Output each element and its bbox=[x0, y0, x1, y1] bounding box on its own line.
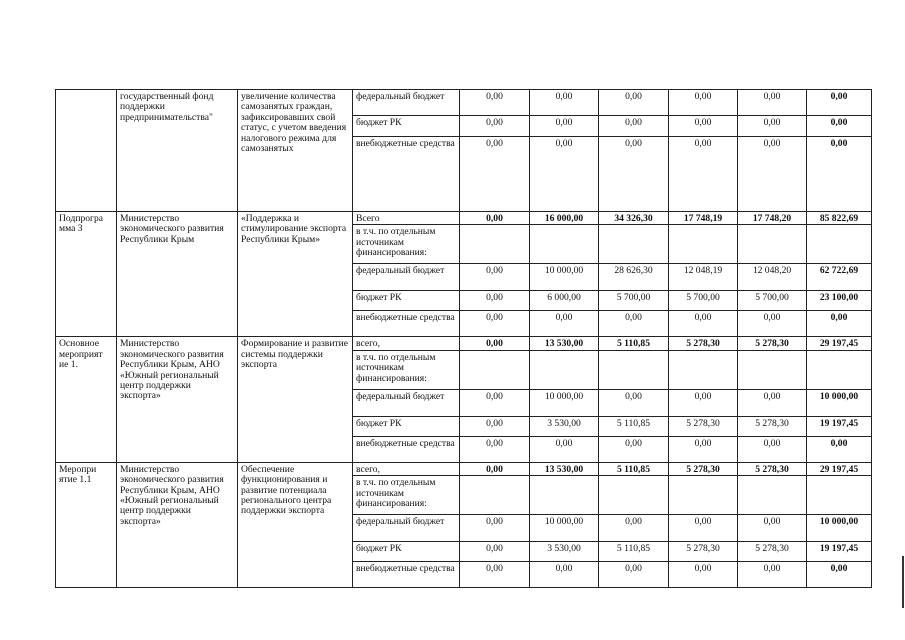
amount-cell: 28 626,30 bbox=[599, 264, 669, 291]
funding-source: всего, bbox=[353, 462, 460, 475]
goal-cell: Обеспечение функционирования и развитие потенциала регионального центра поддержки экспорта bbox=[238, 462, 353, 587]
total-cell: 19 197,45 bbox=[807, 542, 872, 562]
funding-source: бюджет РК bbox=[353, 416, 460, 436]
total-cell: 0,00 bbox=[807, 562, 872, 588]
amount-cell: 12 048,20 bbox=[738, 264, 807, 291]
amount-cell: 5 278,30 bbox=[669, 416, 738, 436]
amount-cell: 0,00 bbox=[599, 311, 669, 337]
amount-cell: 3 530,00 bbox=[530, 542, 599, 562]
status-cell: Основное мероприят ие 1. bbox=[56, 337, 117, 462]
amount-cell: 5 700,00 bbox=[599, 291, 669, 311]
funding-source: федеральный бюджет bbox=[353, 264, 460, 291]
amount-cell: 0,00 bbox=[460, 542, 530, 562]
amount-cell: 5 278,30 bbox=[669, 462, 738, 475]
amount-cell: 0,00 bbox=[460, 137, 530, 212]
total-cell: 29 197,45 bbox=[807, 462, 872, 475]
status-cell bbox=[56, 90, 117, 212]
goal-cell: «Поддержка и стимулирование экспорта Республики Крым» bbox=[238, 212, 353, 337]
amount-cell: 0,00 bbox=[460, 264, 530, 291]
total-cell: 10 000,00 bbox=[807, 515, 872, 542]
amount-cell: 5 278,30 bbox=[738, 337, 807, 350]
amount-cell bbox=[530, 225, 599, 264]
amount-cell: 0,00 bbox=[669, 116, 738, 137]
amount-cell: 0,00 bbox=[738, 311, 807, 337]
funding-source: внебюджетные средства bbox=[353, 562, 460, 588]
amount-cell: 10 000,00 bbox=[530, 389, 599, 416]
amount-cell: 0,00 bbox=[738, 137, 807, 212]
amount-cell bbox=[669, 476, 738, 515]
amount-cell: 5 278,30 bbox=[738, 542, 807, 562]
amount-cell: 0,00 bbox=[460, 116, 530, 137]
amount-cell: 5 700,00 bbox=[738, 291, 807, 311]
funding-source: федеральный бюджет bbox=[353, 90, 460, 116]
funding-source: в т.ч. по отдельным источникам финансирования: bbox=[353, 225, 460, 264]
amount-cell: 0,00 bbox=[599, 137, 669, 212]
status-cell: Меропри ятие 1.1 bbox=[56, 462, 117, 587]
funding-source: федеральный бюджет bbox=[353, 515, 460, 542]
amount-cell: 0,00 bbox=[460, 436, 530, 462]
amount-cell: 5 700,00 bbox=[669, 291, 738, 311]
amount-cell bbox=[669, 350, 738, 389]
amount-cell: 13 530,00 bbox=[530, 462, 599, 475]
amount-cell: 0,00 bbox=[669, 562, 738, 588]
amount-cell: 5 278,30 bbox=[669, 337, 738, 350]
table-row bbox=[56, 462, 872, 475]
total-cell: 29 197,45 bbox=[807, 337, 872, 350]
amount-cell: 0,00 bbox=[738, 116, 807, 137]
amount-cell: 10 000,00 bbox=[530, 264, 599, 291]
total-cell bbox=[807, 350, 872, 389]
funding-source: Всего bbox=[353, 212, 460, 225]
amount-cell: 13 530,00 bbox=[530, 337, 599, 350]
executor-cell: Министерство экономического развития Республики Крым, АНО «Южный региональный центр поддержки экспорта» bbox=[117, 337, 238, 462]
amount-cell: 0,00 bbox=[530, 137, 599, 212]
amount-cell: 0,00 bbox=[669, 90, 738, 116]
amount-cell: 34 326,30 bbox=[599, 212, 669, 225]
table-row bbox=[56, 212, 872, 225]
amount-cell bbox=[460, 225, 530, 264]
executor-cell: Министерство экономического развития Республики Крым, АНО «Южный региональный центр поддержки экспорта» bbox=[117, 462, 238, 587]
funding-source: внебюджетные средства bbox=[353, 311, 460, 337]
amount-cell: 0,00 bbox=[460, 311, 530, 337]
amount-cell: 0,00 bbox=[669, 436, 738, 462]
amount-cell: 0,00 bbox=[669, 515, 738, 542]
amount-cell: 0,00 bbox=[599, 116, 669, 137]
funding-source: в т.ч. по отдельным источникам финансирования: bbox=[353, 476, 460, 515]
page-edge-mark bbox=[902, 556, 904, 608]
amount-cell: 5 278,30 bbox=[738, 416, 807, 436]
amount-cell: 0,00 bbox=[460, 389, 530, 416]
amount-cell: 5 278,30 bbox=[669, 542, 738, 562]
amount-cell: 0,00 bbox=[460, 515, 530, 542]
amount-cell: 17 748,20 bbox=[738, 212, 807, 225]
amount-cell bbox=[599, 476, 669, 515]
amount-cell: 0,00 bbox=[738, 389, 807, 416]
status-cell: Подпрогра мма 3 bbox=[56, 212, 117, 337]
amount-cell: 0,00 bbox=[669, 389, 738, 416]
funding-source: бюджет РК bbox=[353, 291, 460, 311]
amount-cell: 0,00 bbox=[530, 90, 599, 116]
amount-cell: 5 278,30 bbox=[738, 462, 807, 475]
amount-cell: 0,00 bbox=[460, 212, 530, 225]
goal-cell: увеличение количества самозанятых граждан, зафиксировавших свой статус, с учетом введения налогового режима для самозанятых bbox=[238, 90, 353, 212]
total-cell: 85 822,69 bbox=[807, 212, 872, 225]
amount-cell: 0,00 bbox=[530, 116, 599, 137]
table-row bbox=[56, 90, 872, 116]
amount-cell: 0,00 bbox=[669, 137, 738, 212]
amount-cell bbox=[599, 350, 669, 389]
amount-cell: 0,00 bbox=[530, 562, 599, 588]
amount-cell: 0,00 bbox=[738, 436, 807, 462]
amount-cell: 5 110,85 bbox=[599, 462, 669, 475]
table-row bbox=[56, 337, 872, 350]
total-cell: 62 722,69 bbox=[807, 264, 872, 291]
amount-cell: 3 530,00 bbox=[530, 416, 599, 436]
amount-cell: 5 110,85 bbox=[599, 416, 669, 436]
amount-cell: 0,00 bbox=[460, 562, 530, 588]
amount-cell bbox=[738, 350, 807, 389]
amount-cell bbox=[599, 225, 669, 264]
executor-cell: Министерство экономического развития Республики Крым bbox=[117, 212, 238, 337]
funding-source: внебюджетные средства bbox=[353, 436, 460, 462]
total-cell: 19 197,45 bbox=[807, 416, 872, 436]
amount-cell: 17 748,19 bbox=[669, 212, 738, 225]
goal-cell: Формирование и развитие системы поддержки экспорта bbox=[238, 337, 353, 462]
amount-cell: 5 110,85 bbox=[599, 542, 669, 562]
amount-cell bbox=[738, 476, 807, 515]
amount-cell: 10 000,00 bbox=[530, 515, 599, 542]
amount-cell: 0,00 bbox=[599, 436, 669, 462]
total-cell: 0,00 bbox=[807, 90, 872, 116]
amount-cell bbox=[530, 476, 599, 515]
total-cell bbox=[807, 476, 872, 515]
total-cell: 0,00 bbox=[807, 436, 872, 462]
amount-cell: 5 110,85 bbox=[599, 337, 669, 350]
amount-cell: 0,00 bbox=[599, 515, 669, 542]
amount-cell bbox=[669, 225, 738, 264]
amount-cell: 0,00 bbox=[669, 311, 738, 337]
funding-source: внебюджетные средства bbox=[353, 137, 460, 212]
amount-cell: 0,00 bbox=[460, 416, 530, 436]
funding-source: в т.ч. по отдельным источникам финансирования: bbox=[353, 350, 460, 389]
funding-source: федеральный бюджет bbox=[353, 389, 460, 416]
executor-cell: государственный фонд поддержки предпринимательства" bbox=[117, 90, 238, 212]
amount-cell bbox=[460, 350, 530, 389]
amount-cell: 0,00 bbox=[530, 436, 599, 462]
total-cell: 0,00 bbox=[807, 137, 872, 212]
amount-cell: 0,00 bbox=[460, 462, 530, 475]
amount-cell: 0,00 bbox=[738, 562, 807, 588]
total-cell: 0,00 bbox=[807, 311, 872, 337]
amount-cell bbox=[738, 225, 807, 264]
funding-table bbox=[55, 89, 872, 588]
total-cell: 10 000,00 bbox=[807, 389, 872, 416]
funding-source: бюджет РК bbox=[353, 116, 460, 137]
amount-cell: 0,00 bbox=[599, 562, 669, 588]
amount-cell: 0,00 bbox=[530, 311, 599, 337]
amount-cell: 0,00 bbox=[460, 90, 530, 116]
funding-table-body bbox=[56, 90, 872, 588]
amount-cell: 0,00 bbox=[460, 337, 530, 350]
amount-cell: 0,00 bbox=[599, 389, 669, 416]
total-cell: 23 100,00 bbox=[807, 291, 872, 311]
amount-cell: 0,00 bbox=[738, 515, 807, 542]
total-cell: 0,00 bbox=[807, 116, 872, 137]
amount-cell bbox=[460, 476, 530, 515]
amount-cell: 0,00 bbox=[460, 291, 530, 311]
total-cell bbox=[807, 225, 872, 264]
amount-cell: 12 048,19 bbox=[669, 264, 738, 291]
amount-cell: 0,00 bbox=[738, 90, 807, 116]
amount-cell: 16 000,00 bbox=[530, 212, 599, 225]
funding-source: всего, bbox=[353, 337, 460, 350]
amount-cell: 0,00 bbox=[599, 90, 669, 116]
amount-cell: 6 000,00 bbox=[530, 291, 599, 311]
funding-source: бюджет РК bbox=[353, 542, 460, 562]
amount-cell bbox=[530, 350, 599, 389]
